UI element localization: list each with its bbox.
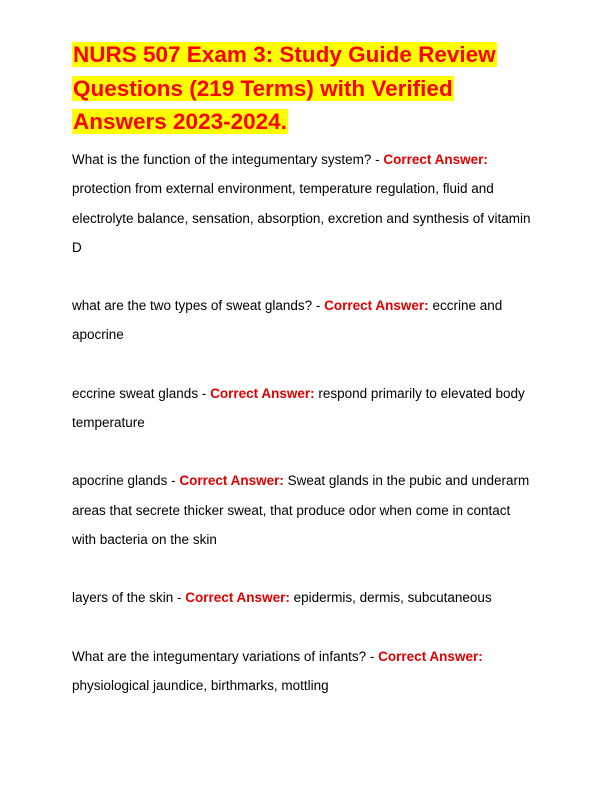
separator: - <box>366 648 379 664</box>
qa-entry <box>72 583 537 612</box>
answer-text: eccrine and apocrine <box>72 298 503 343</box>
question-text: what are the two types of sweat glands? <box>72 298 313 314</box>
qa-entry <box>72 291 537 350</box>
answer-text: epidermis, dermis, subcutaneous <box>293 590 492 606</box>
question-text: What are the integumentary variations of infants? <box>72 648 367 664</box>
qa-entry <box>72 466 537 554</box>
separator: - <box>198 385 211 401</box>
correct-answer-label: Correct Answer: <box>185 590 290 606</box>
separator: - <box>312 298 325 314</box>
answer-text: respond primarily to elevated body temperature <box>72 385 525 431</box>
qa-entry <box>72 145 537 262</box>
correct-answer-label: Correct Answer: <box>383 152 488 167</box>
correct-answer-label: Correct Answer: <box>179 473 284 489</box>
qa-list <box>72 145 537 729</box>
answer-text: protection from external environment, temperature regulation, fluid and electrolyte balance, sensation, absorption, excretion and synthesis of vitamin D <box>72 181 531 255</box>
question-text: What is the function of the integumentary system? <box>72 152 372 167</box>
correct-answer-label: Correct Answer: <box>378 648 483 664</box>
separator: - <box>167 473 180 489</box>
correct-answer-label: Correct Answer: <box>210 385 315 401</box>
question-text: layers of the skin <box>72 590 174 606</box>
answer-text: Sweat glands in the pubic and underarm areas that secrete thicker sweat, that produce odor when come in contact with bacteria on the skin <box>72 473 530 547</box>
correct-answer-label: Correct Answer: <box>324 298 429 314</box>
separator: - <box>371 152 384 167</box>
question-text: eccrine sweat glands <box>72 385 199 401</box>
answer-text: physiological jaundice, birthmarks, mottling <box>72 677 329 693</box>
qa-entry <box>72 642 537 701</box>
document-title <box>72 38 542 139</box>
question-text: apocrine glands <box>72 473 168 489</box>
qa-entry <box>72 379 537 438</box>
separator: - <box>173 590 186 606</box>
title-highlight: NURS 507 Exam 3: Study Guide Review Questions (219 Terms) with Verified Answers 2023-2024. <box>73 42 496 134</box>
